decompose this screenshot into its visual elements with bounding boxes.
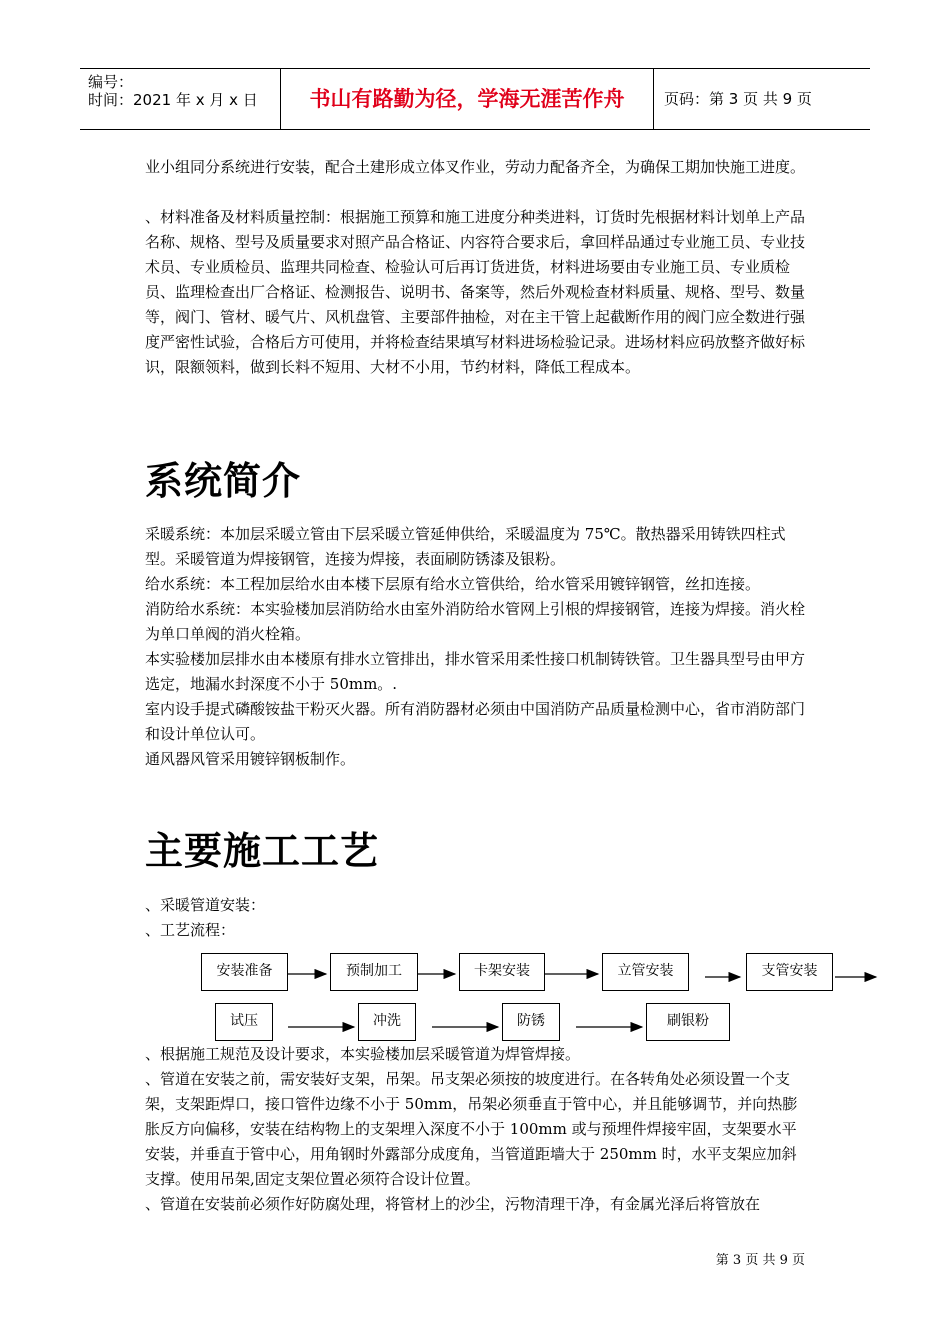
section2-paragraph-corrosion: 、管道在安装前必须作好防腐处理，将管材上的沙尘，污物清理干净，有金属光泽后将管放在 (145, 1195, 761, 1213)
section1-paragraph-drainage: 本实验楼加层排水由本楼原有排水立管排出，排水管采用柔性接口机制铸铁管。卫生器具型号由甲方选定，地漏水封深度不小于 50mm。. (145, 650, 806, 693)
header-page-number: 页码：第 3 页 共 9 页 (664, 90, 812, 108)
section1-paragraph-fire: 消防给水系统：本实验楼加层消防给水由室外消防给水管网上引根的焊接钢管，连接为焊接。消火栓为单口单阀的消火栓箱。 (145, 600, 806, 643)
flow-step-preparation: 安装准备 (201, 953, 288, 991)
section2-paragraph-supports: 、管道在安装之前，需安装好支架，吊架。吊支架必须按的坡度进行。在各转角处必须设置一个支架，支架距焊口，接口管件边缘不小于 50mm，吊架必须垂直于管中心，并且能够调节，并向热膨胀反方向偏移，安装在结构物上的支架埋入深度不小于 100mm 或与预埋件焊接牢固，支架要水平安装，并垂直于管中心，用角钢时外露部分成度角，当管道距墙大于 250mm 时，水平支架应加斜支撑。使用吊架,固定支架位置必须符合设计位置。 (145, 1070, 798, 1188)
flow-step-pressure-test: 试压 (215, 1003, 273, 1041)
document-date-label: 时间：2021 年 x 月 x 日 (88, 91, 258, 109)
intro-paragraph-1: 业小组同分系统进行安装，配合土建形成立体叉作业，劳动力配备齐全，为确保工期加快施工进度。 (145, 158, 806, 176)
section1-paragraph-ventilation: 通风器风管采用镀锌钢板制作。 (145, 750, 356, 768)
flow-step-silver-paint: 刷银粉 (646, 1003, 730, 1041)
header-motto: 书山有路勤为径，学海无涯苦作舟 (281, 69, 654, 129)
flow-step-riser-install: 立管安装 (602, 953, 689, 991)
section1-paragraph-extinguisher: 室内设手提式磷酸铵盐干粉灭火器。所有消防器材必须由中国消防产品质量检测中心，省市消防部门和设计单位认可。 (145, 700, 806, 743)
section2-item-heating-pipe: 、采暖管道安装： (145, 896, 266, 914)
section-title-system-intro: 系统简介 (145, 459, 302, 503)
section2-item-process-flow: 、工艺流程： (145, 921, 236, 939)
flow-step-prefabrication: 预制加工 (330, 953, 418, 991)
flow-step-anticorrosion: 防锈 (502, 1003, 560, 1041)
flow-step-bracket-install: 卡架安装 (459, 953, 545, 991)
section1-paragraph-heating: 采暖系统：本加层采暖立管由下层采暖立管延伸供给，采暖温度为 75℃。散热器采用铸铁四柱式型。采暖管道为焊接钢管，连接为焊接，表面刷防锈漆及银粉。 (145, 525, 786, 568)
section-title-construction-process: 主要施工工艺 (145, 829, 380, 873)
section1-paragraph-water: 给水系统：本工程加层给水由本楼下层原有给水立管供给，给水管采用镀锌钢管，丝扣连接。 (145, 575, 761, 593)
flow-step-branch-install: 支管安装 (746, 953, 833, 991)
intro-paragraph-2: 、材料准备及材料质量控制：根据施工预算和施工进度分种类进料，订货时先根据材料计划单上产品名称、规格、型号及质量要求对照产品合格证、内容符合要求后，拿回样品通过专业施工员、专业技术员、专业质检员、监理共同检查、检验认可后再订货进货，材料进场要由专业施工员、专业质检员、监理检查出厂合格证、检测报告、说明书、备案等，然后外观检查材料质量、规格、型号、数量等，阀门、管材、暖气片、风机盘管、主要部件抽检，对在主干管上起截断作用的阀门应全数进行强度严密性试验，合格后方可使用，并将检查结果填写材料进场检验记录。进场材料应码放整齐做好标识，限额领料，做到长料不短用、大材不小用，节约材料，降低工程成本。 (145, 208, 806, 376)
flow-step-flushing: 冲洗 (358, 1003, 416, 1041)
footer-page-number: 第 3 页 共 9 页 (715, 1253, 805, 1268)
section2-paragraph-welding: 、根据施工规范及设计要求，本实验楼加层采暖管道为焊管焊接。 (145, 1045, 581, 1063)
document-number-label: 编号： (88, 73, 134, 91)
